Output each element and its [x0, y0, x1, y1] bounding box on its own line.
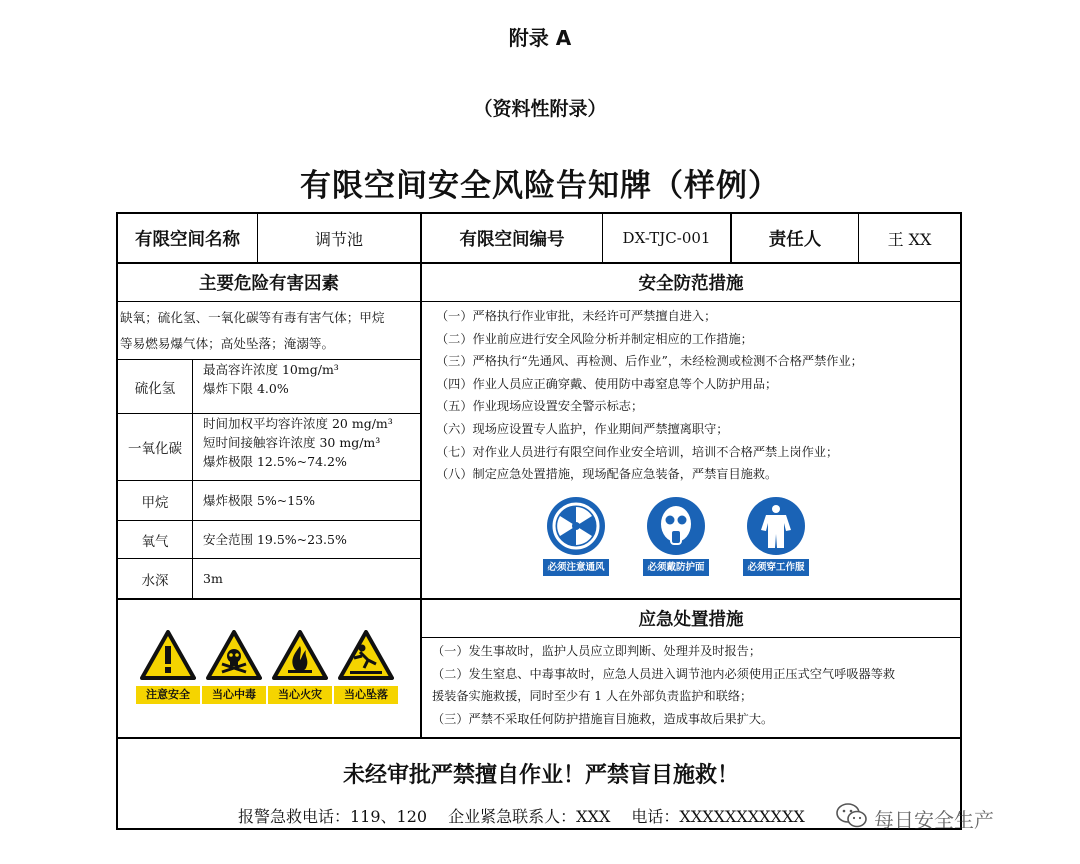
sign-title: 有限空间安全风险告知牌（样例）: [300, 168, 780, 204]
gas-details: [193, 414, 420, 480]
measure-item: （七）对作业人员进行有限空间作业安全培训，培训不合格严禁上岗作业；: [436, 444, 839, 459]
warning-signs: [134, 630, 404, 712]
measure-item: （三）严格执行“先通风、再检测、后作业”，未经检测或检测不合格严禁作业；: [436, 354, 863, 369]
warning-sign-label: 当心中毒: [202, 686, 266, 704]
name-value: 调节池: [314, 229, 363, 249]
gas-detail-line: 3m: [203, 571, 223, 586]
mandatory-sign-label: 必须穿工作服: [743, 559, 809, 576]
gas-mask-icon: [646, 496, 706, 556]
warning-sign-label: 当心火灾: [268, 686, 332, 704]
measure-item: （二）作业前应进行安全风险分析并制定相应的工作措施；: [436, 331, 753, 346]
gas-name: 甲烷: [141, 494, 169, 511]
code-value: DX-TJC-001: [622, 229, 711, 247]
gas-details: [193, 521, 420, 558]
appendix-type: （资料性附录）: [473, 98, 607, 120]
watermark: [836, 798, 1056, 834]
caution-icon: [140, 630, 196, 680]
footer-slogan: 未经审批严禁擅自作业！严禁盲目施救！: [342, 763, 739, 788]
row-divider: [118, 301, 960, 302]
code-label: 有限空间编号: [459, 229, 565, 250]
name-label: 有限空间名称: [135, 229, 240, 250]
gas-details: [193, 559, 420, 598]
measures-list: [436, 305, 863, 486]
gas-details: [193, 360, 420, 413]
gas-detail-line: 安全范围 19.5%~23.5%: [203, 532, 347, 547]
emergency-item: （二）发生窒息、中毒事故时，应急人员进入调节池内必须使用正压式空气呼吸器等救: [432, 666, 896, 681]
mandatory-sign-label: 必须注意通风: [543, 559, 609, 576]
row-divider: [118, 737, 960, 739]
appendix-heading: 附录 A: [508, 26, 572, 50]
gas-name: 水深: [141, 572, 169, 589]
poison-icon: [206, 630, 262, 680]
gas-name: 氧气: [141, 533, 169, 550]
emergency-title: 应急处置措施: [638, 610, 744, 630]
mandatory-sign-label: 必须戴防护面具: [643, 559, 709, 576]
hazards-title: 主要危险有害因素: [199, 274, 339, 294]
emergency-list: [432, 640, 962, 730]
fall-icon: [338, 630, 394, 680]
risk-notice-board: [116, 212, 962, 830]
work-clothes-icon: [746, 496, 806, 556]
ventilation-icon: [546, 496, 606, 556]
gas-details: [193, 481, 420, 520]
measure-item: （一）严格执行作业审批，未经许可严禁擅自进入；: [436, 309, 717, 323]
watermark-text: 每日安全生产: [874, 808, 994, 832]
measure-item: （四）作业人员应正确穿戴、使用防中毒窒息等个人防护用品；: [436, 376, 778, 391]
emergency-item: （一）发生事故时，监护人员应立即判断、处理并及时报告；: [432, 644, 762, 658]
hazards-summary-line: 等易燃易爆气体；高处坠落；淹溺等。: [120, 336, 335, 351]
footer-contact: 报警急救电话：119、120 企业紧急联系人：XXX 电话：XXXXXXXXXXX: [238, 807, 805, 826]
measures-title: 安全防范措施: [638, 274, 744, 294]
gas-detail-line: 爆炸下限 4.0%: [203, 381, 289, 396]
measure-item: （五）作业现场应设置安全警示标志；: [436, 399, 644, 414]
fire-icon: [272, 630, 328, 680]
row-divider: [422, 637, 960, 638]
owner-label: 责任人: [768, 229, 822, 250]
measure-item: （八）制定应急处置措施，现场配备应急装备，严禁盲目施救。: [436, 467, 778, 482]
hazards-summary: [120, 305, 418, 357]
emergency-item: 援装备实施救援，同时至少有 1 人在外部负责监护和联络；: [432, 689, 753, 704]
gas-name: 一氧化碳: [128, 441, 182, 457]
gas-name: 硫化氢: [134, 380, 176, 397]
mandatory-signs: [542, 496, 812, 590]
warning-sign-label: 注意安全: [136, 686, 200, 704]
warning-sign-label: 当心坠落: [334, 686, 398, 704]
gas-detail-line: 爆炸极限 5%~15%: [203, 493, 316, 508]
hazards-summary-line: 缺氧；硫化氢、一氧化碳等有毒有害气体；甲烷: [120, 310, 385, 325]
gas-detail-line: 最高容许浓度 10mg/m³: [203, 362, 339, 377]
owner-value: 王 XX: [887, 229, 932, 249]
wechat-icon: [836, 802, 868, 830]
gas-detail-line: 时间加权平均容许浓度 20 mg/m³: [203, 416, 393, 431]
gas-detail-line: 爆炸极限 12.5%~74.2%: [203, 454, 347, 469]
measure-item: （六）现场应设置专人监护，作业期间严禁擅离职守；: [436, 421, 729, 436]
gas-detail-line: 短时间接触容许浓度 30 mg/m³: [203, 435, 381, 450]
emergency-item: （三）严禁不采取任何防护措施盲目施救，造成事故后果扩大。: [432, 711, 774, 726]
